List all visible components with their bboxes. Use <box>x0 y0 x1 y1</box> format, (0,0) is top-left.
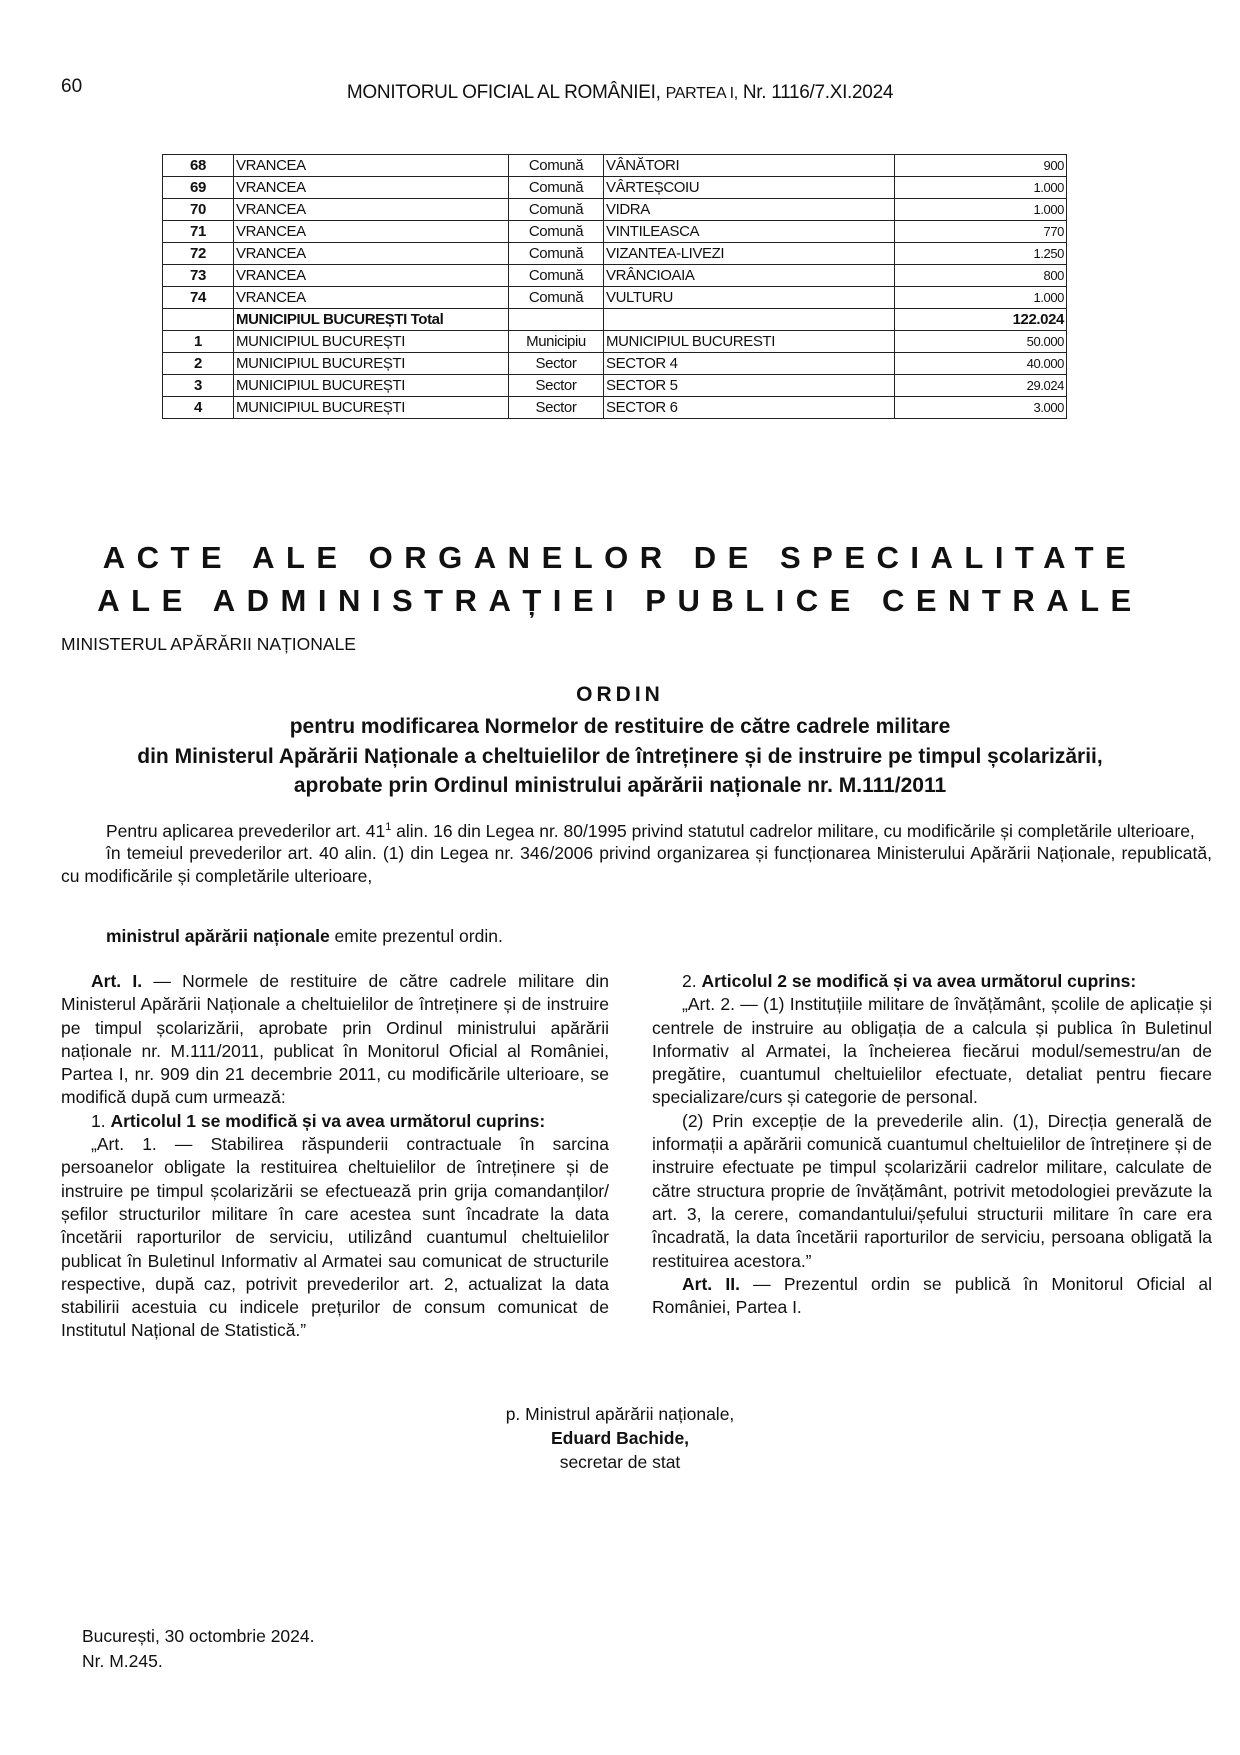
row-number: 69 <box>163 177 234 199</box>
locality-cell: SECTOR 5 <box>604 375 895 397</box>
table-row <box>163 375 1067 397</box>
section-heading-line-2: ALE ADMINISTRAȚIEI PUBLICE CENTRALE <box>97 583 1143 618</box>
locality-cell: VINTILEASCA <box>604 221 895 243</box>
emitting-clause <box>106 926 503 947</box>
quote-article-1: „Art. 1. — Stabilirea răspunderii contractuale în sarcina persoanelor obligate la restituirea cheltuielilor de întreținere și de instruire pe timpul școlarizării se efectuează prin grija comandanților/șefilor structurilor militare în care acestea sunt încadrate la data încetării raporturilor de serviciu, utilizând cuantumul cheltuielilor publicat în Buletinul Informativ al Armatei sau comunicat de structurile respective, după caz, potrivit prevederilor art. 2, actualizat la data stabilirii acestuia cu indicele prețurilor de consum comunicat de Institutul Național de Statistică.” <box>61 1134 609 1341</box>
locality-type-cell: Comună <box>509 287 604 309</box>
issue-number: Nr. 1116/7.XI.2024 <box>742 82 894 103</box>
right-column <box>652 970 1212 1319</box>
locality-cell: SECTOR 4 <box>604 353 895 375</box>
order-number: Nr. M.245. <box>82 1651 163 1671</box>
total-amount: 122.024 <box>895 309 1067 331</box>
order-title-line-3: aprobate prin Ordinul ministrului apărării naționale nr. M.111/2011 <box>293 774 947 797</box>
table-row <box>163 397 1067 419</box>
row-number: 3 <box>163 375 234 397</box>
county-cell: VRANCEA <box>234 177 509 199</box>
total-row <box>163 309 1067 331</box>
total-label: MUNICIPIUL BUCUREȘTI Total <box>234 309 509 331</box>
county-cell: VRANCEA <box>234 155 509 177</box>
locality-cell: SECTOR 6 <box>604 397 895 419</box>
locality-cell: VIZANTEA-LIVEZI <box>604 243 895 265</box>
county-cell: MUNICIPIUL BUCUREȘTI <box>234 375 509 397</box>
row-number: 71 <box>163 221 234 243</box>
row-number <box>163 309 234 331</box>
article-label: Art. I. <box>91 971 143 991</box>
row-number: 70 <box>163 199 234 221</box>
table-row <box>163 221 1067 243</box>
amount-cell: 1.250 <box>895 243 1067 265</box>
running-header <box>0 82 1240 104</box>
preamble-text: Pentru aplicarea prevederilor art. 41 <box>106 820 386 841</box>
locality-type-cell: Sector <box>509 353 604 375</box>
preamble-text: alin. 16 din Legea nr. 80/1995 privind statutul cadrelor militare, cu modificările și completările ulterioare, <box>391 820 1195 841</box>
publication-name: MONITORUL OFICIAL AL ROMÂNIEI, <box>346 82 661 103</box>
locality-type-cell: Comună <box>509 221 604 243</box>
preamble-paragraph-2: în temeiul prevederilor art. 40 alin. (1) din Legea nr. 346/2006 privind organizarea și funcționarea Ministerului Apărării Naționale, republicată, cu modificările și completările ulterioare, <box>61 843 1212 887</box>
amount-cell: 800 <box>895 265 1067 287</box>
county-cell: VRANCEA <box>234 221 509 243</box>
place-date: București, 30 octombrie 2024. <box>82 1626 315 1646</box>
signatory-name: Eduard Bachide, <box>550 1428 690 1448</box>
locality-cell: VULTURU <box>604 287 895 309</box>
quote-article-2-par-2: (2) Prin excepție de la prevederile alin. (1), Direcția generală de informații a apărării comunică cuantumul cheltuielilor de întreținere și de instruire efectuate pe timpul școlarizării cadrelor militare, calculate de către structura proprie de învățământ, potrivit metodologiei prevăzute la art. 3, la cerere, comandantului/șefului structurii militare în care era încadrată, la data încetării raporturilor de serviciu, persoana obligată la restituirea acestora.” <box>652 1110 1212 1271</box>
row-number: 72 <box>163 243 234 265</box>
emitter: ministrul apărării naționale <box>106 926 330 946</box>
empty-cell <box>509 309 604 331</box>
article-label: Art. II. <box>682 1273 740 1294</box>
row-number: 74 <box>163 287 234 309</box>
locality-type-cell: Comună <box>509 265 604 287</box>
locality-type-cell: Sector <box>509 375 604 397</box>
article-2 <box>652 1273 1212 1320</box>
publication-part: PARTEA I, <box>665 85 738 102</box>
amount-cell: 900 <box>895 155 1067 177</box>
county-cell: MUNICIPIUL BUCUREȘTI <box>234 353 509 375</box>
preamble <box>61 816 1212 888</box>
amount-cell: 29.024 <box>895 375 1067 397</box>
table-row <box>163 331 1067 353</box>
locality-type-cell: Comună <box>509 177 604 199</box>
empty-cell <box>604 309 895 331</box>
point-number: 2. <box>682 971 702 991</box>
county-cell: VRANCEA <box>234 265 509 287</box>
article-text: — Normele de restituire de către cadrele militare din Ministerul Apărării Naționale a cheltuielilor de întreținere și de instruire pe timpul școlarizării, aprobate prin Ordinul ministrului apărării naționale nr. M.111/2011, publicat în Monitorul Oficial al României, Partea I, nr. 909 din 21 decembrie 2011, cu modificările ulterioare, se modifică după cum urmează: <box>61 971 609 1108</box>
allocation-table <box>162 154 1067 419</box>
superscript: 1 <box>385 821 392 833</box>
order-label: ORDIN <box>576 683 664 706</box>
locality-type-cell: Sector <box>509 397 604 419</box>
table-row <box>163 353 1067 375</box>
order-title <box>40 712 1200 801</box>
locality-type-cell: Comună <box>509 199 604 221</box>
county-cell: VRANCEA <box>234 287 509 309</box>
locality-cell: VÂRTEȘCOIU <box>604 177 895 199</box>
locality-cell: MUNICIPIUL BUCURESTI <box>604 331 895 353</box>
county-cell: MUNICIPIUL BUCUREȘTI <box>234 397 509 419</box>
point-heading: Articolul 1 se modifică și va avea următorul cuprins: <box>110 1110 546 1131</box>
amount-cell: 1.000 <box>895 287 1067 309</box>
county-cell: VRANCEA <box>234 243 509 265</box>
table-row <box>163 177 1067 199</box>
table-row <box>163 243 1067 265</box>
locality-cell: VIDRA <box>604 199 895 221</box>
amount-cell: 1.000 <box>895 199 1067 221</box>
place-date-block <box>82 1624 315 1674</box>
signatory-title: p. Ministrul apărării naționale, <box>505 1404 735 1424</box>
amount-cell: 50.000 <box>895 331 1067 353</box>
quote-article-2-par-1: „Art. 2. — (1) Instituțiile militare de învățământ, școlile de aplicație și centrele de instruire au obligația de a calcula și publica în Buletinul Informativ al Armatei, la încheierea fiecărui modul/semestru/an de pregătire, cuantumul cheltuielilor efectuate, detaliat pentru fiecare specializare/curs și categorie de personal. <box>652 994 1212 1108</box>
locality-cell: VÂNĂTORI <box>604 155 895 177</box>
amount-cell: 3.000 <box>895 397 1067 419</box>
row-number: 1 <box>163 331 234 353</box>
amount-cell: 770 <box>895 221 1067 243</box>
table-row <box>163 155 1067 177</box>
point-number: 1. <box>91 1110 111 1131</box>
amount-cell: 1.000 <box>895 177 1067 199</box>
signatory-role: secretar de stat <box>559 1452 681 1472</box>
point-2 <box>652 970 1212 993</box>
locality-type-cell: Municipiu <box>509 331 604 353</box>
table-row <box>163 265 1067 287</box>
order-title-line-2: din Ministerul Apărării Naționale a cheltuielilor de întreținere și de instruire pe timpul școlarizării, <box>137 744 1103 768</box>
county-cell: MUNICIPIUL BUCUREȘTI <box>234 331 509 353</box>
signature-block <box>0 1402 1240 1474</box>
table-row <box>163 287 1067 309</box>
article-1 <box>61 970 609 1110</box>
locality-type-cell: Comună <box>509 243 604 265</box>
row-number: 68 <box>163 155 234 177</box>
locality-type-cell: Comună <box>509 155 604 177</box>
issuing-ministry: MINISTERUL APĂRĂRII NAȚIONALE <box>61 634 356 654</box>
emit-text: emite prezentul ordin. <box>329 926 503 946</box>
article-text: — Prezentul ordin se publică în Monitorul Oficial al României, Partea I. <box>652 1273 1212 1318</box>
row-number: 2 <box>163 353 234 375</box>
point-1 <box>61 1110 609 1133</box>
point-heading: Articolul 2 se modifică și va avea următorul cuprins: <box>701 971 1137 991</box>
order-title-line-1: pentru modificarea Normelor de restituire de către cadrele militare <box>289 715 951 738</box>
table-row <box>163 199 1067 221</box>
row-number: 73 <box>163 265 234 287</box>
locality-cell: VRÂNCIOAIA <box>604 265 895 287</box>
row-number: 4 <box>163 397 234 419</box>
county-cell: VRANCEA <box>234 199 509 221</box>
section-heading-line-1: ACTE ALE ORGANELOR DE SPECIALITATE <box>102 540 1138 575</box>
preamble-paragraph-1 <box>61 816 1212 842</box>
left-column <box>61 970 609 1343</box>
amount-cell: 40.000 <box>895 353 1067 375</box>
page-number: 60 <box>61 76 83 97</box>
